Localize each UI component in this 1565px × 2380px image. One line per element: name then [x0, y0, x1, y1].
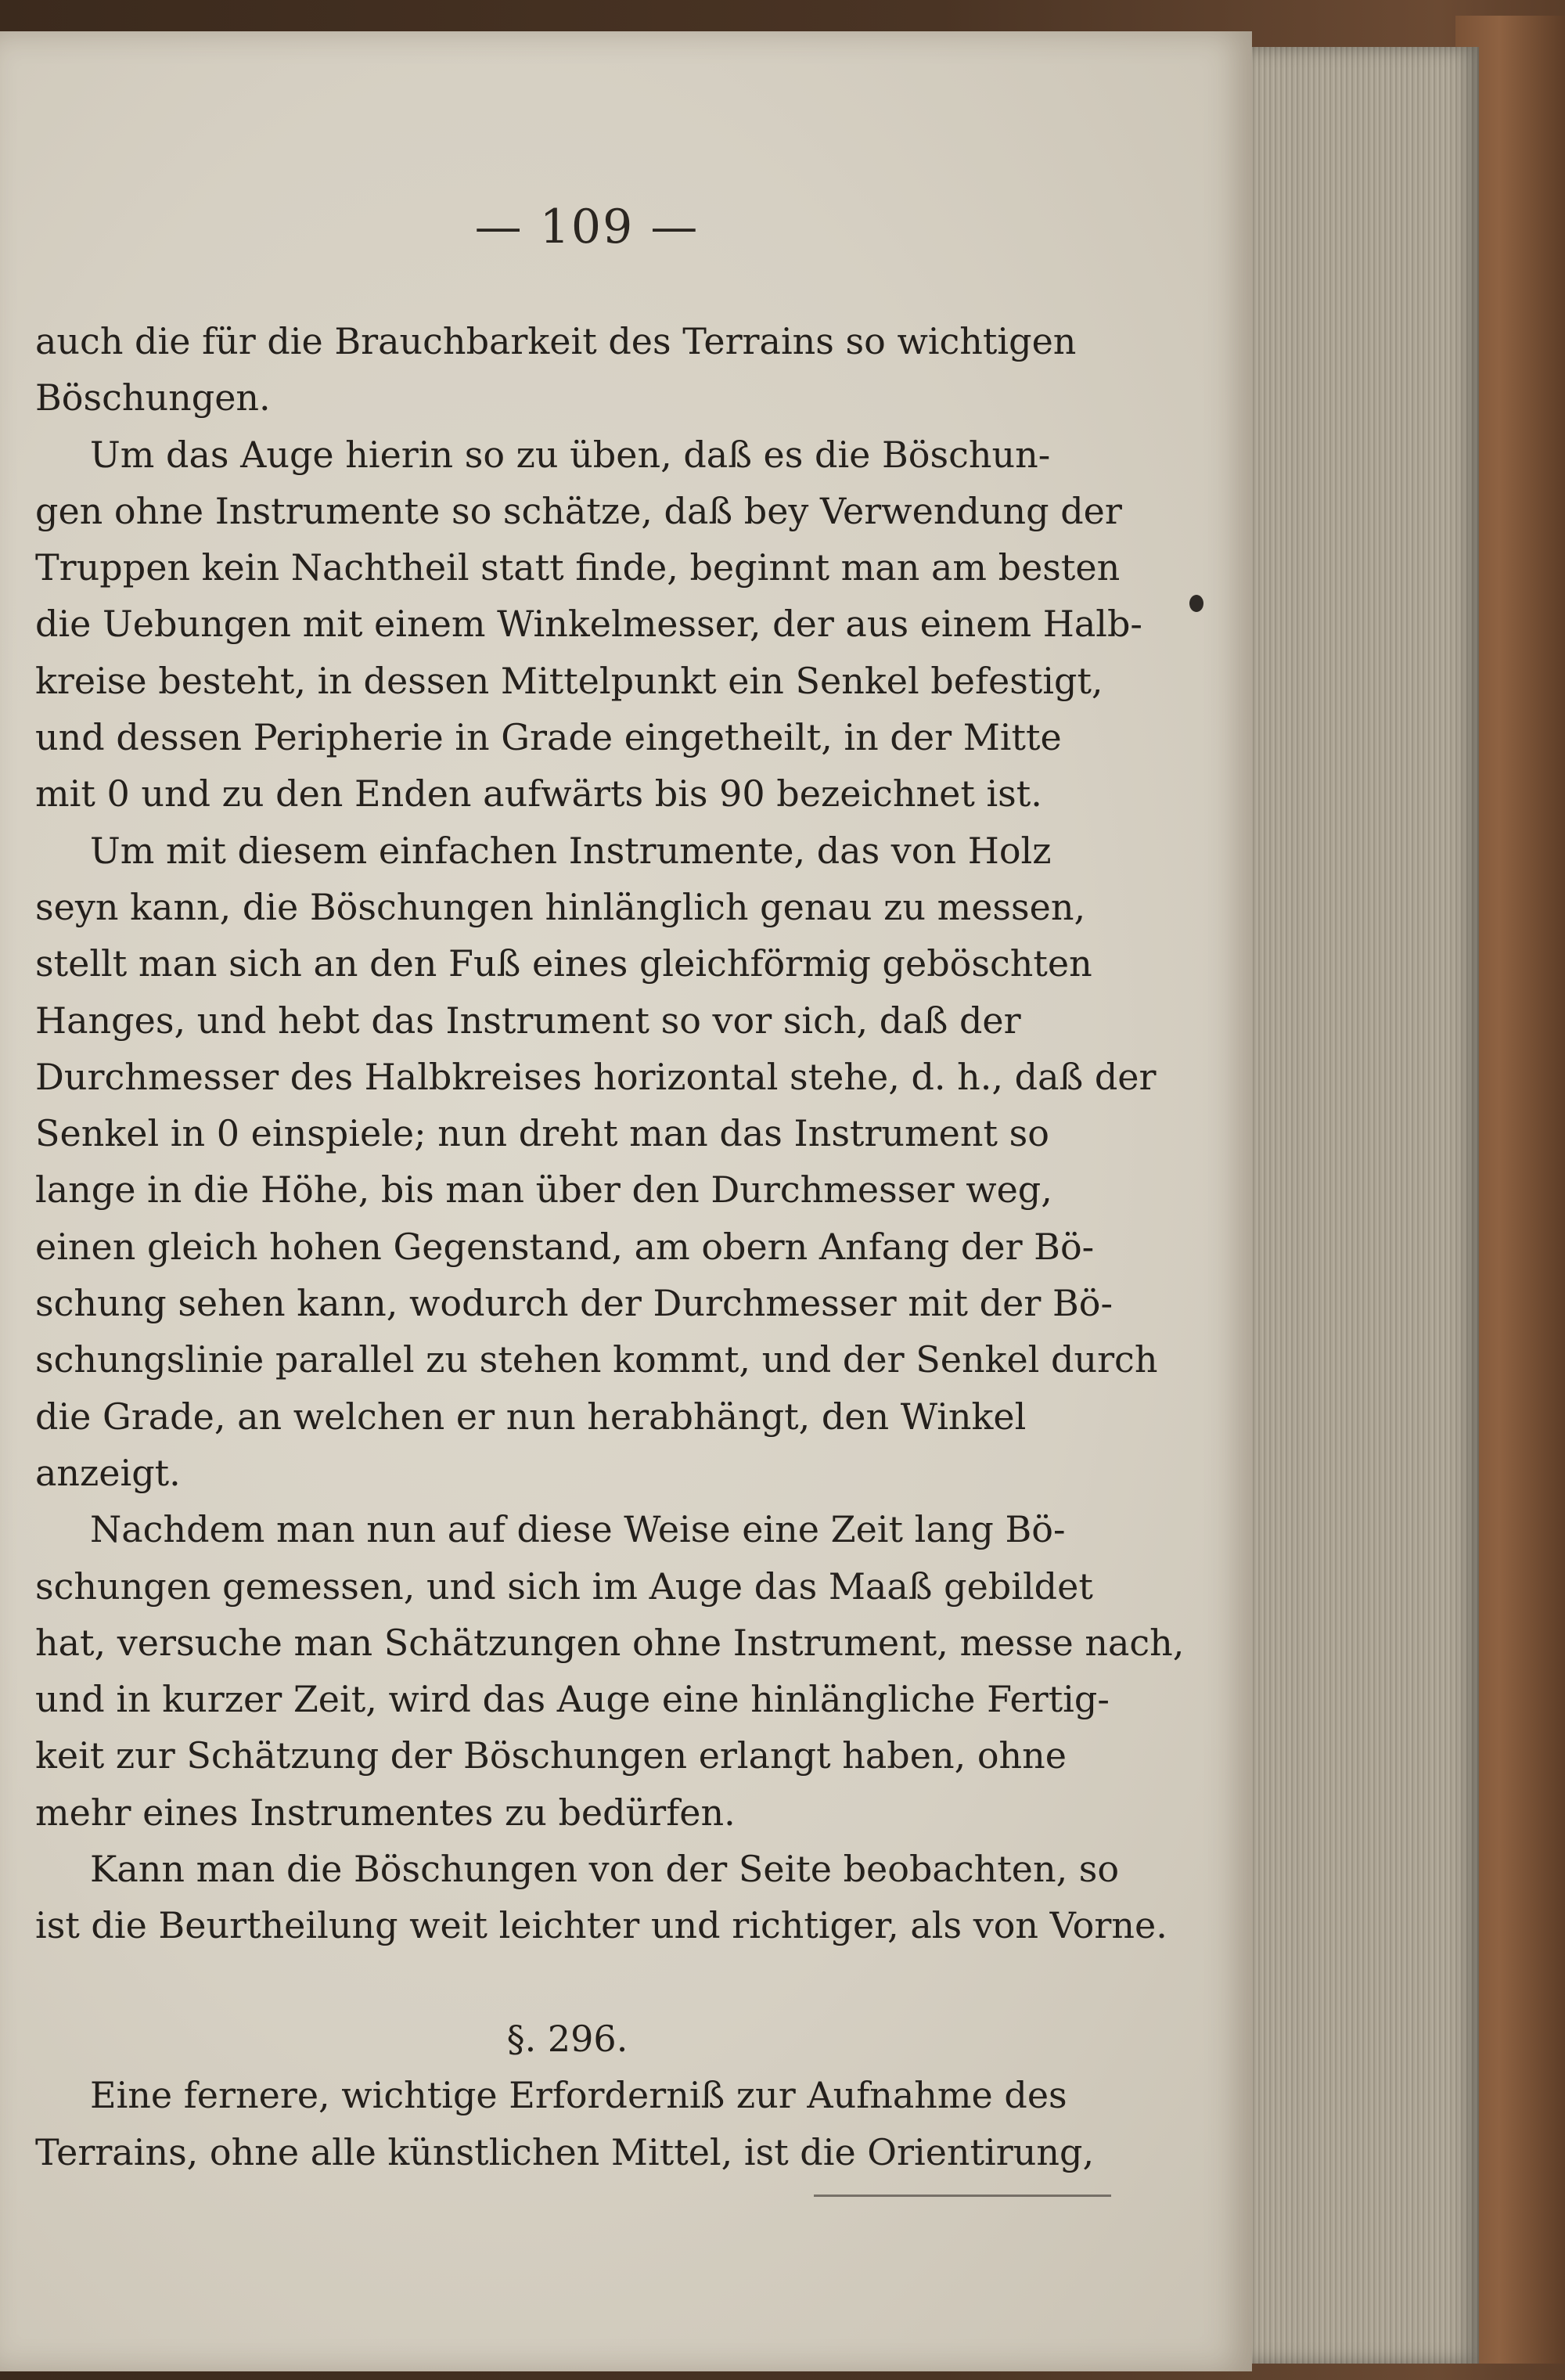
body-text — [35, 313, 1185, 2180]
text-line: und in kurzer Zeit, wird das Auge eine hinlängliche Fertig- — [35, 1678, 1110, 1721]
text-line: Terrains, ohne alle künstlichen Mittel, ist die Orientirung, — [35, 2130, 1095, 2173]
text-line: Senkel in 0 einspiele; nun dreht man das Instrument so — [35, 1112, 1049, 1155]
text-line: lange in die Höhe, bis man über den Durchmesser weg, — [35, 1168, 1052, 1212]
text-line: gen ohne Instrumente so schätze, daß bey Verwendung der — [35, 489, 1122, 532]
page-edges — [1244, 47, 1479, 2364]
blank-line — [35, 1954, 1099, 2011]
text-line: keit zur Schätzung der Böschungen erlangt haben, ohne — [35, 1734, 1067, 1777]
text-line: schung sehen kann, wodurch der Durchmesser mit der Bö- — [35, 1282, 1113, 1325]
text-line: Hanges, und hebt das Instrument so vor sich, daß der — [35, 999, 1021, 1042]
text-line: anzeigt. — [35, 1451, 181, 1494]
book-page — [0, 31, 1252, 2371]
text-line: hat, versuche man Schätzungen ohne Instrument, messe nach, — [35, 1621, 1185, 1664]
text-line: einen gleich hohen Gegenstand, am obern Anfang der Bö- — [35, 1225, 1095, 1268]
text-line: Um das Auge hierin so zu üben, daß es die Böschun- — [90, 433, 1051, 476]
text-line: Durchmesser des Halbkreises horizontal stehe, d. h., daß der — [35, 1055, 1157, 1098]
text-line: ist die Beurtheilung weit leichter und richtiger, als von Vorne. — [35, 1904, 1167, 1947]
text-line: mit 0 und zu den Enden aufwärts bis 90 bezeichnet ist. — [35, 772, 1042, 816]
text-line: die Uebungen mit einem Winkelmesser, der aus einem Halb- — [35, 603, 1142, 646]
pencil-underline — [814, 2195, 1111, 2197]
section-heading: §. 296. — [506, 2017, 628, 2060]
text-line: auch die für die Brauchbarkeit des Terrains so wichtigen — [35, 320, 1077, 362]
text-line: kreise besteht, in dessen Mittelpunkt ein Senkel befestigt, — [35, 659, 1103, 702]
text-line: Nachdem man nun auf diese Weise eine Zeit lang Bö- — [90, 1508, 1066, 1551]
ink-stain — [1189, 595, 1203, 612]
text-line: schungslinie parallel zu stehen kommt, und der Senkel durch — [35, 1338, 1158, 1381]
text-line: Böschungen. — [35, 376, 271, 419]
text-line: mehr eines Instrumentes zu bedürfen. — [35, 1791, 736, 1834]
text-line: die Grade, an welchen er nun herabhängt, den Winkel — [35, 1395, 1027, 1438]
page-number: — 109 — — [474, 200, 700, 254]
text-line: schungen gemessen, und sich im Auge das Maaß gebildet — [35, 1564, 1093, 1608]
text-line: Eine fernere, wichtige Erforderniß zur Aufnahme des — [90, 2074, 1067, 2117]
text-line: Um mit diesem einfachen Instrumente, das von Holz — [90, 829, 1052, 872]
text-line: seyn kann, die Böschungen hinlänglich genau zu messen, — [35, 885, 1086, 928]
text-line: Truppen kein Nachtheil statt finde, beginnt man am besten — [35, 546, 1121, 589]
text-line: Kann man die Böschungen von der Seite beobachten, so — [90, 1848, 1120, 1891]
text-line: stellt man sich an den Fuß eines gleichförmig geböschten — [35, 942, 1092, 985]
text-line: und dessen Peripherie in Grade eingetheilt, in der Mitte — [35, 716, 1062, 759]
